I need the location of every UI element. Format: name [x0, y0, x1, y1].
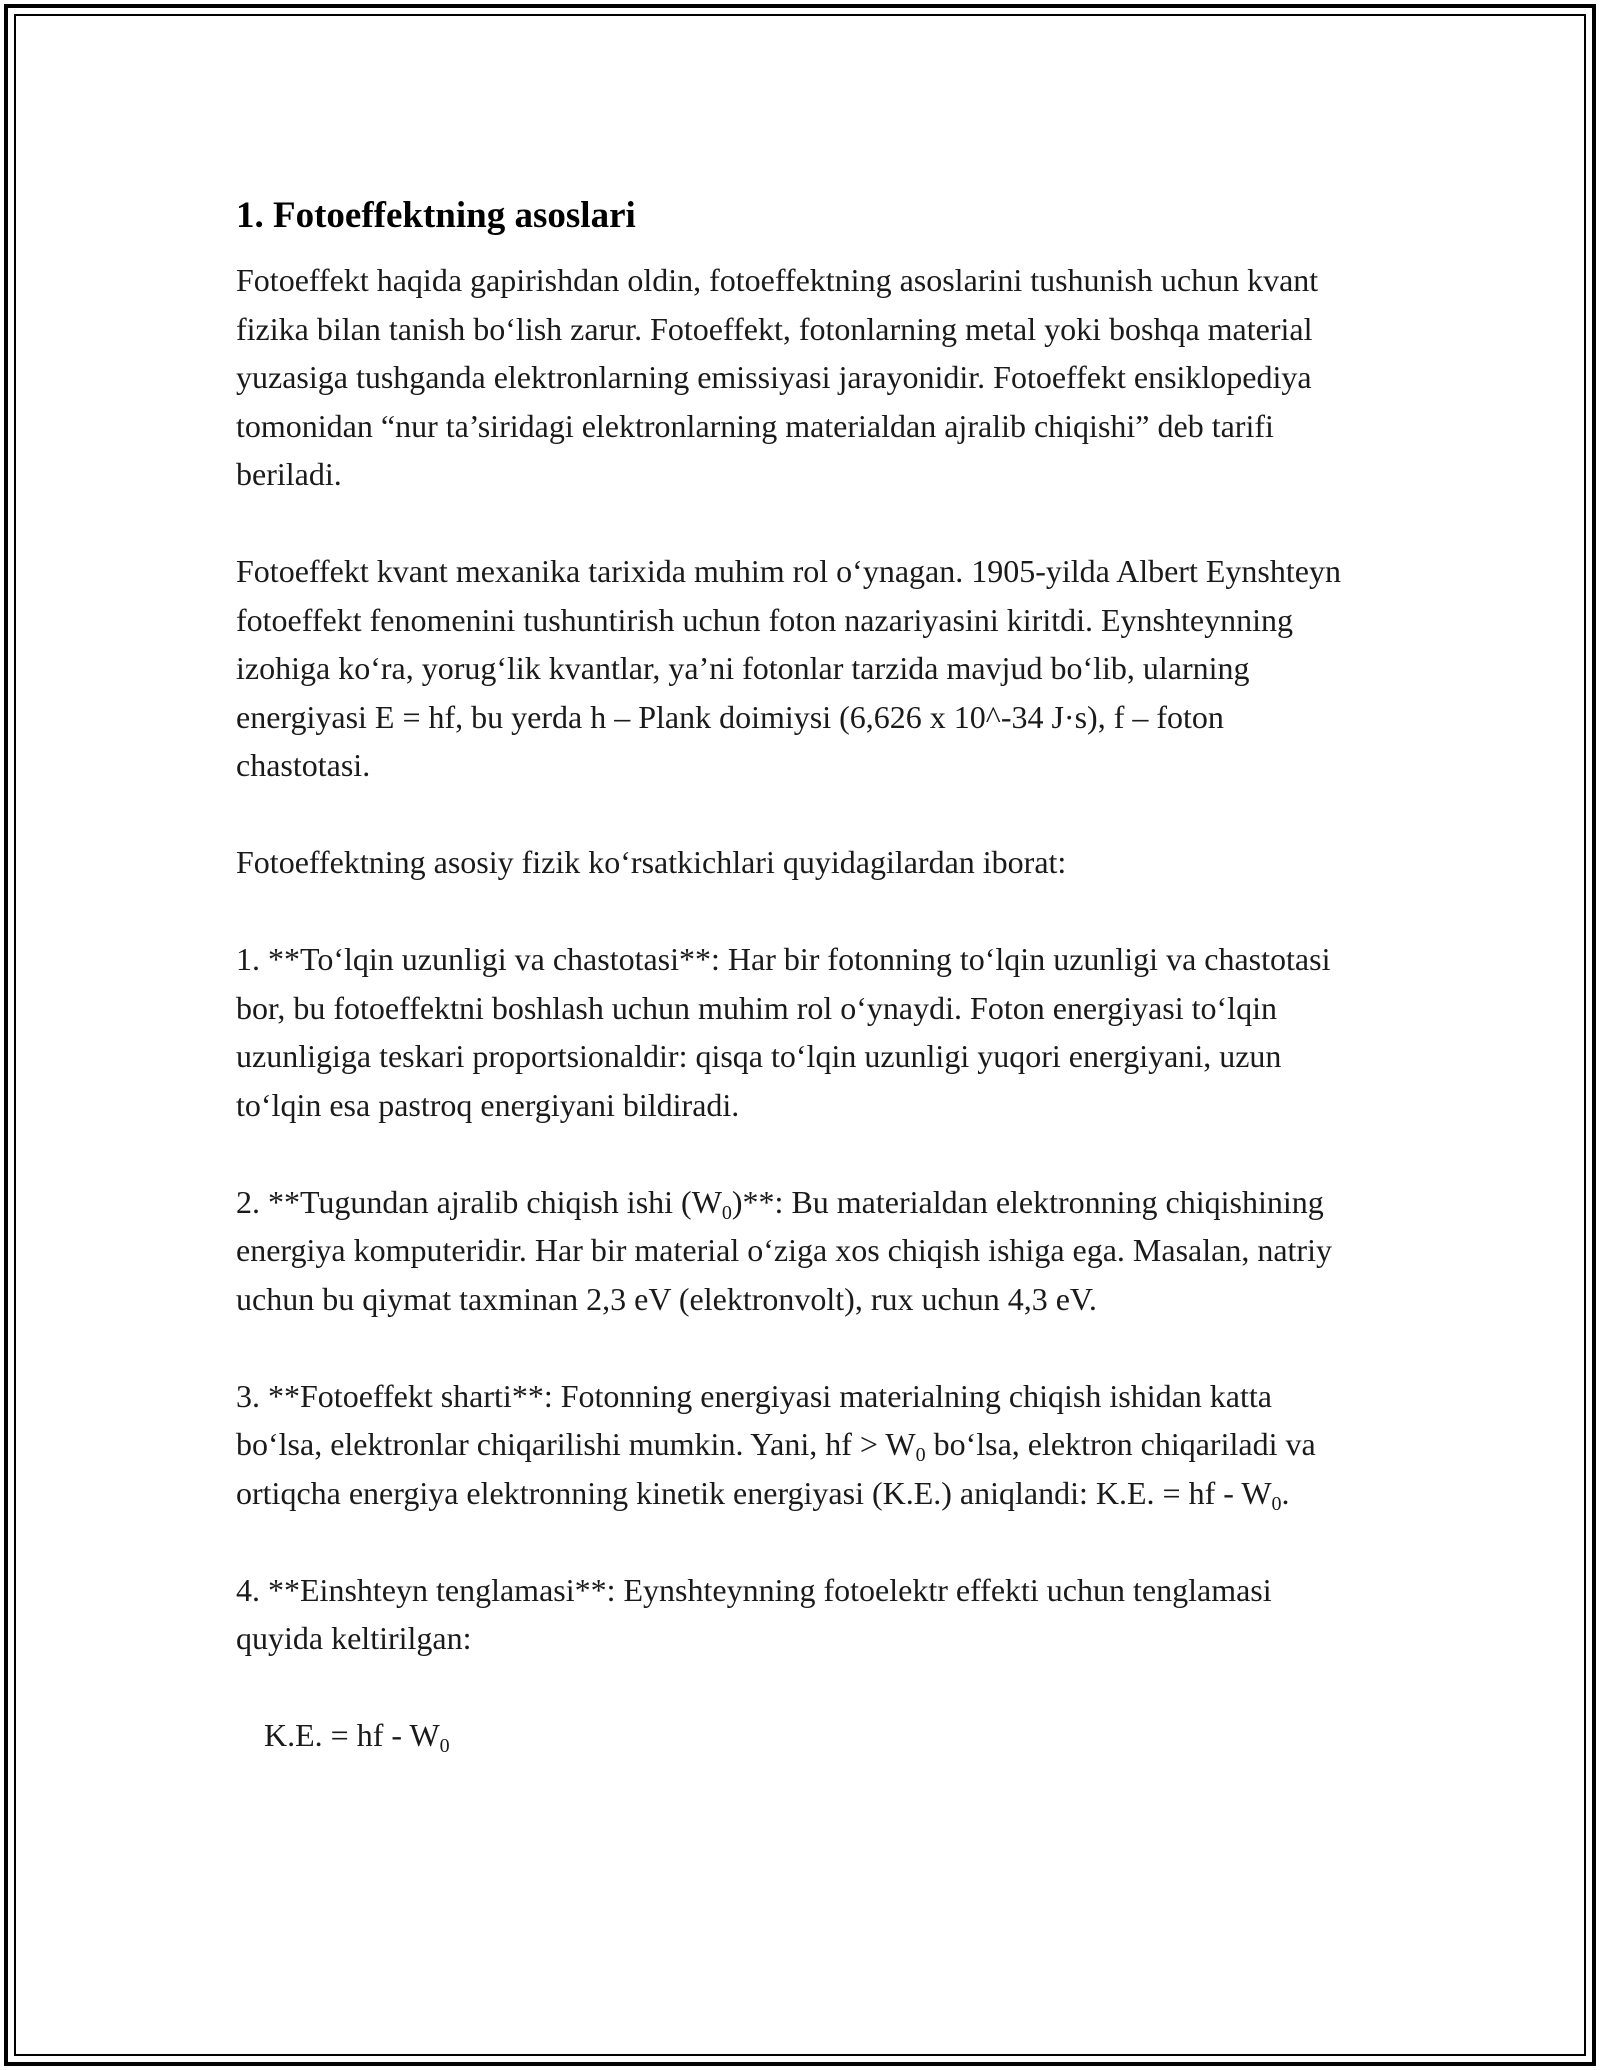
subscript: 0: [439, 1735, 450, 1757]
document-body: [236, 192, 1366, 1760]
subscript: 0: [915, 1444, 926, 1466]
list-item-wavelength: 1. **To‘lqin uzunligi va chastotasi**: Har bir fotonning to‘lqin uzunligi va chastotasi bor, bu fotoeffektni boshlash uchun muhim rol o‘ynaydi. Foton energiyasi to‘lqin uzunligiga teskari proportsionaldir: qisqa to‘lqin uzunligi yuqori energiyani, uzun to‘lqin esa pastroq energiyani bildiradi.: [236, 941, 1331, 1123]
paragraph-history: Fotoeffekt kvant mexanika tarixida muhim rol o‘ynagan. 1905-yilda Albert Eynshteyn fotoeffekt fenomenini tushuntirish uchun foton nazariyasini kiritdi. Eynshteynning izohiga ko‘ra, yorug‘lik kvantlar, ya’ni fotonlar tarzida mavjud bo‘lib, ularning energiyasi E = hf, bu yerda h – Plank doimiysi (6,626 x 10^-34 J·s), f – foton chastotasi.: [236, 553, 1341, 783]
subscript: 0: [1271, 1492, 1282, 1515]
list-item-condition-text-a: 3. **Fotoeffekt sharti**: Fotonning energiyasi materialning chiqish ishidan katta bo‘lsa, elektronlar chiqarilishi mumkin. Yani, hf > W: [236, 1377, 1272, 1462]
list-item-work-function-text-b: )**: Bu materialdan elektronning chiqishining energiya komputeridir. Har bir material o‘ziga xos chiqish ishiga ega. Masalan, natriy uchun bu qiymat taxminan 2,3 eV (elektronvolt), rux uchun 4,3 eV.: [236, 1183, 1332, 1317]
paragraph-intro: Fotoeffekt haqida gapirishdan oldin, fotoeffektning asoslarini tushunish uchun kvant fizika bilan tanish bo‘lish zarur. Fotoeffekt, fotonlarning metal yoki boshqa material yuzasiga tushganda elektronlarning emissiyasi jarayonidir. Fotoeffekt ensiklopediya tomonidan “nur ta’siridagi elektronlarning materialdan ajralib chiqishi” deb tarifi beriladi.: [236, 262, 1319, 492]
list-item-condition-text-c: .: [1281, 1474, 1290, 1511]
equation-text: K.E. = hf - W: [264, 1717, 440, 1753]
list-item-work-function: [236, 1178, 1366, 1324]
list-item-condition: [236, 1372, 1366, 1518]
section-heading: 1. Fotoeffektning asoslari: [236, 195, 636, 236]
equation: [236, 1711, 1366, 1760]
list-item-work-function-text-a: 2. **Tugundan ajralib chiqish ishi (W: [236, 1183, 722, 1220]
subscript: 0: [721, 1201, 732, 1224]
list-item-condition-text-b: bo‘lsa, elektron chiqariladi va ortiqcha energiya elektronning kinetik energiyasi (K.E.) aniqlandi: K.E. = hf - W: [236, 1426, 1316, 1511]
list-item-einstein-equation: 4. **Einshteyn tenglamasi**: Eynshteynning fotoelektr effekti uchun tenglamasi quyida keltirilgan:: [236, 1571, 1272, 1656]
paragraph-list-intro: Fotoeffektning asosiy fizik ko‘rsatkichlari quyidagilardan iborat:: [236, 844, 1067, 880]
